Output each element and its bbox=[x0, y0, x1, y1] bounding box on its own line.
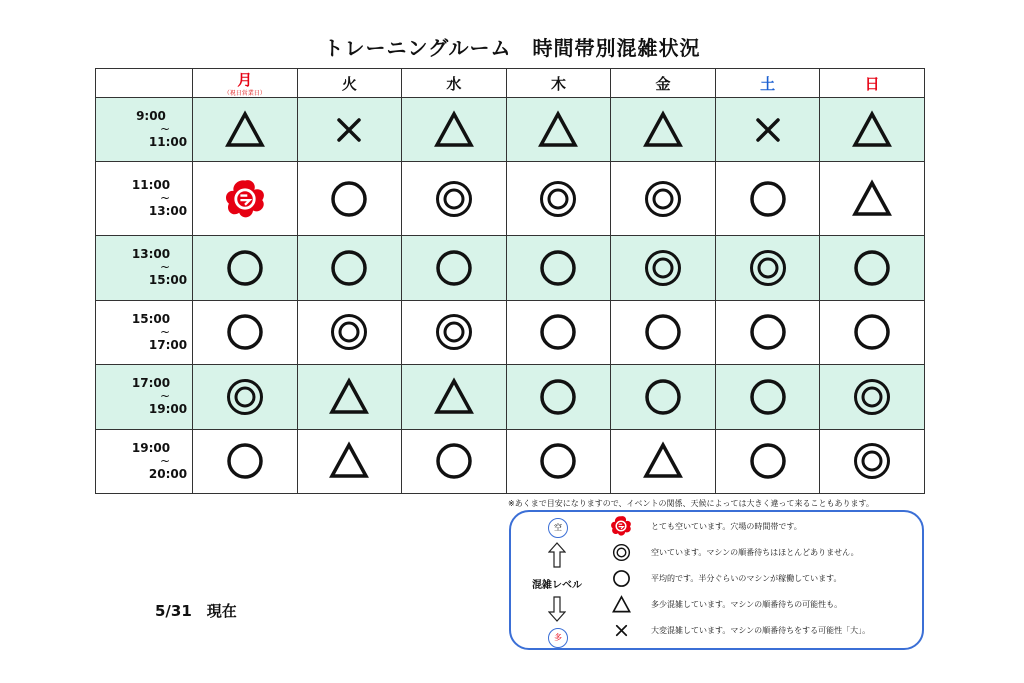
time-slot-cell bbox=[96, 429, 193, 493]
congestion-cell bbox=[297, 429, 402, 493]
double-circle-icon bbox=[538, 179, 578, 219]
congestion-cell bbox=[715, 365, 820, 429]
time-start: 17:00 bbox=[131, 376, 171, 391]
circle-icon bbox=[748, 441, 788, 481]
arrow-down-icon bbox=[548, 596, 566, 622]
time-end: 19:00 bbox=[148, 402, 188, 417]
time-slot-cell bbox=[96, 300, 193, 364]
circle-icon bbox=[225, 248, 265, 288]
flower-icon bbox=[222, 176, 268, 222]
congestion-cell bbox=[715, 429, 820, 493]
legend-text: 大変混雑しています。マシンの順番待ちをする可能性「大」。 bbox=[651, 625, 871, 635]
congestion-cell bbox=[820, 236, 925, 300]
congestion-cell bbox=[402, 162, 507, 236]
congestion-cell bbox=[297, 98, 402, 162]
triangle-icon bbox=[538, 110, 578, 150]
day-header-tue bbox=[297, 69, 402, 98]
circle-icon bbox=[748, 377, 788, 417]
circle-icon bbox=[748, 312, 788, 352]
congestion-cell bbox=[297, 365, 402, 429]
time-slot-cell bbox=[96, 365, 193, 429]
congestion-cell bbox=[402, 98, 507, 162]
triangle-icon bbox=[852, 110, 892, 150]
congestion-cell bbox=[611, 98, 716, 162]
legend-text: 空いています。マシンの順番待ちはほとんどありません。 bbox=[651, 547, 859, 557]
scale-bottom-badge: 多 bbox=[548, 628, 568, 648]
legend-text: とても空いています。穴場の時間帯です。 bbox=[651, 521, 802, 531]
congestion-cell bbox=[297, 236, 402, 300]
congestion-scale bbox=[521, 514, 593, 650]
congestion-cell bbox=[402, 236, 507, 300]
double-circle-icon bbox=[434, 179, 474, 219]
day-label: 火 bbox=[341, 74, 357, 93]
circle-icon bbox=[434, 248, 474, 288]
legend-symbol bbox=[607, 543, 635, 562]
congestion-cell bbox=[297, 300, 402, 364]
legend-text: 平均的です。半分ぐらいのマシンが稼働しています。 bbox=[651, 573, 842, 583]
triangle-icon bbox=[612, 595, 631, 614]
time-slot-cell bbox=[96, 98, 193, 162]
time-row bbox=[96, 98, 925, 162]
triangle-icon bbox=[329, 441, 369, 481]
triangle-icon bbox=[434, 110, 474, 150]
circle-icon bbox=[225, 312, 265, 352]
triangle-icon bbox=[643, 441, 683, 481]
double-circle-icon bbox=[434, 312, 474, 352]
cross-icon bbox=[612, 621, 631, 640]
congestion-cell bbox=[402, 365, 507, 429]
double-circle-icon bbox=[748, 248, 788, 288]
time-row bbox=[96, 429, 925, 493]
circle-icon bbox=[225, 441, 265, 481]
time-row bbox=[96, 300, 925, 364]
arrow-up-icon bbox=[548, 542, 566, 568]
day-header-mon bbox=[193, 69, 298, 98]
footnote: ※あくまで目安になりますので、イベントの関係、天候によっては大きく違って来ることもあります。 bbox=[508, 499, 874, 508]
circle-icon bbox=[852, 248, 892, 288]
time-end: 11:00 bbox=[148, 135, 188, 150]
triangle-icon bbox=[329, 377, 369, 417]
flower-icon bbox=[609, 514, 633, 538]
congestion-cell bbox=[611, 365, 716, 429]
congestion-cell bbox=[820, 429, 925, 493]
as-of-date: 5/31 現在 bbox=[155, 602, 237, 620]
double-circle-icon bbox=[329, 312, 369, 352]
congestion-cell bbox=[402, 429, 507, 493]
circle-icon bbox=[329, 248, 369, 288]
congestion-cell bbox=[506, 162, 611, 236]
circle-icon bbox=[538, 312, 578, 352]
congestion-cell bbox=[611, 236, 716, 300]
day-header-wed bbox=[402, 69, 507, 98]
triangle-icon bbox=[643, 110, 683, 150]
cross-icon bbox=[748, 110, 788, 150]
triangle-icon bbox=[225, 110, 265, 150]
circle-icon bbox=[538, 441, 578, 481]
congestion-cell bbox=[611, 300, 716, 364]
legend-item bbox=[607, 567, 842, 589]
time-slot-cell bbox=[96, 236, 193, 300]
congestion-table bbox=[95, 68, 925, 494]
scale-label: 混雑レベル bbox=[532, 580, 582, 591]
double-circle-icon bbox=[643, 248, 683, 288]
scale-top-badge: 空 bbox=[548, 518, 568, 538]
congestion-cell bbox=[715, 162, 820, 236]
legend-text: 多少混雑しています。マシンの順番待ちの可能性も。 bbox=[651, 599, 843, 609]
day-label: 水 bbox=[446, 74, 462, 93]
congestion-cell bbox=[715, 300, 820, 364]
congestion-cell bbox=[715, 236, 820, 300]
congestion-cell bbox=[715, 98, 820, 162]
legend-item bbox=[607, 515, 802, 537]
time-end: 15:00 bbox=[148, 273, 188, 288]
legend-symbol bbox=[607, 621, 635, 640]
congestion-cell bbox=[820, 98, 925, 162]
congestion-cell bbox=[193, 236, 298, 300]
day-label: 日 bbox=[864, 74, 880, 93]
congestion-cell bbox=[611, 162, 716, 236]
time-row bbox=[96, 365, 925, 429]
legend-box bbox=[509, 510, 924, 650]
holiday-note: （祝日営業日） bbox=[223, 90, 266, 97]
triangle-icon bbox=[434, 377, 474, 417]
day-label: 月 bbox=[237, 71, 253, 89]
circle-icon bbox=[434, 441, 474, 481]
day-header-thu bbox=[506, 69, 611, 98]
congestion-cell bbox=[820, 300, 925, 364]
congestion-cell bbox=[506, 236, 611, 300]
time-row bbox=[96, 162, 925, 236]
time-tilde: ~ bbox=[159, 324, 171, 339]
page-title: トレーニングルーム 時間帯別混雑状況 bbox=[323, 36, 701, 60]
double-circle-icon bbox=[225, 377, 265, 417]
time-start: 19:00 bbox=[131, 440, 171, 455]
circle-icon bbox=[612, 569, 631, 588]
circle-icon bbox=[538, 377, 578, 417]
day-label: 金 bbox=[655, 74, 671, 93]
time-tilde: ~ bbox=[159, 453, 171, 468]
time-slot-cell bbox=[96, 162, 193, 236]
congestion-cell bbox=[506, 429, 611, 493]
day-label: 木 bbox=[550, 74, 566, 93]
congestion-cell bbox=[193, 162, 298, 236]
double-circle-icon bbox=[643, 179, 683, 219]
time-end: 20:00 bbox=[148, 466, 188, 481]
cross-icon bbox=[329, 110, 369, 150]
time-start: 11:00 bbox=[131, 178, 171, 193]
triangle-icon bbox=[852, 179, 892, 219]
legend-item bbox=[607, 541, 859, 563]
legend-symbol bbox=[607, 595, 635, 614]
legend-item bbox=[607, 593, 842, 615]
time-start: 9:00 bbox=[136, 109, 166, 124]
congestion-cell bbox=[297, 162, 402, 236]
congestion-cell bbox=[402, 300, 507, 364]
circle-icon bbox=[852, 312, 892, 352]
time-end: 17:00 bbox=[148, 337, 188, 352]
double-circle-icon bbox=[852, 441, 892, 481]
double-circle-icon bbox=[852, 377, 892, 417]
time-tilde: ~ bbox=[159, 389, 171, 404]
time-end: 13:00 bbox=[148, 204, 188, 219]
congestion-cell bbox=[506, 365, 611, 429]
legend-symbol bbox=[607, 569, 635, 588]
time-start: 15:00 bbox=[131, 311, 171, 326]
time-start: 13:00 bbox=[131, 247, 171, 262]
congestion-cell bbox=[506, 300, 611, 364]
header-row bbox=[96, 69, 925, 98]
circle-icon bbox=[329, 179, 369, 219]
circle-icon bbox=[538, 248, 578, 288]
day-header-fri bbox=[611, 69, 716, 98]
congestion-cell bbox=[193, 98, 298, 162]
congestion-cell bbox=[611, 429, 716, 493]
double-circle-icon bbox=[612, 543, 631, 562]
congestion-cell bbox=[193, 300, 298, 364]
corner-cell bbox=[96, 69, 193, 98]
congestion-cell bbox=[193, 365, 298, 429]
congestion-cell bbox=[506, 98, 611, 162]
congestion-cell bbox=[820, 365, 925, 429]
day-header-sat bbox=[715, 69, 820, 98]
legend-symbol bbox=[607, 514, 635, 538]
circle-icon bbox=[748, 179, 788, 219]
day-header-sun bbox=[820, 69, 925, 98]
time-tilde: ~ bbox=[159, 260, 171, 275]
time-tilde: ~ bbox=[159, 191, 171, 206]
congestion-cell bbox=[820, 162, 925, 236]
time-row bbox=[96, 236, 925, 300]
day-label: 土 bbox=[760, 74, 776, 93]
legend-item bbox=[607, 619, 870, 641]
circle-icon bbox=[643, 312, 683, 352]
congestion-cell bbox=[193, 429, 298, 493]
time-tilde: ~ bbox=[159, 122, 171, 137]
circle-icon bbox=[643, 377, 683, 417]
